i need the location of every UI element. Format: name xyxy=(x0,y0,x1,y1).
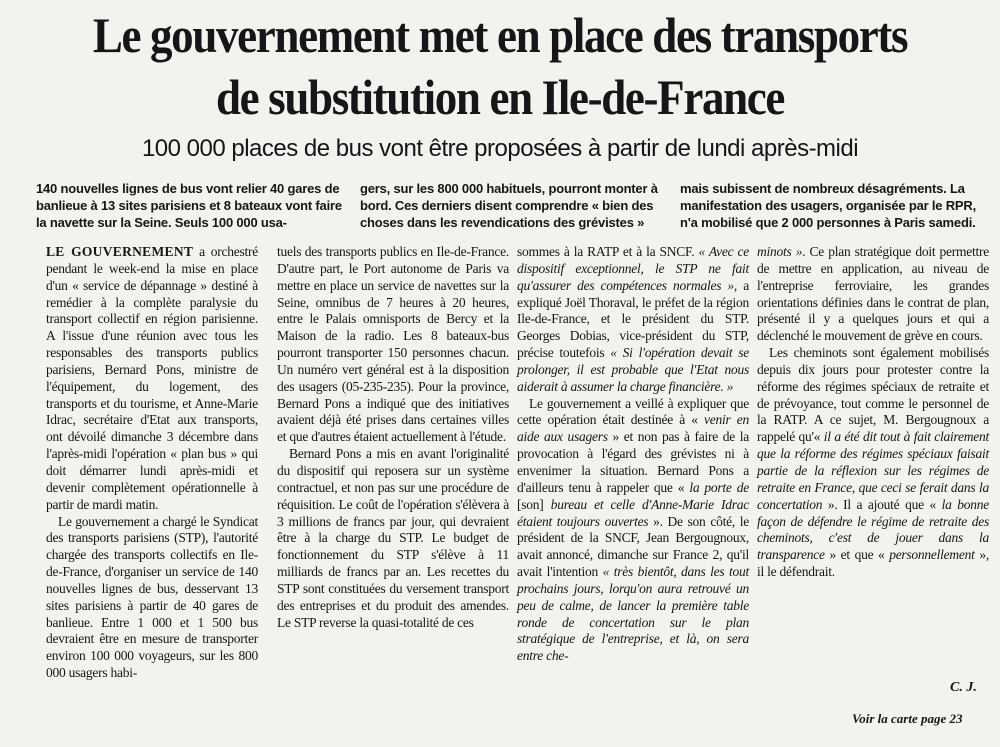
paragraph xyxy=(517,396,749,666)
body-column-2 xyxy=(277,244,509,631)
chapo-col-3: mais subissent de nombreux désagréments. La manifestation des usagers, organisée par le RPR, n'a mobilisé que 2 000 personnes à Paris samedi. xyxy=(680,181,977,230)
text: Le gouvernement a veillé à expliquer que cette opération était destinée à « xyxy=(517,395,749,428)
paragraph xyxy=(517,244,749,396)
quote: venir en aide aux usagers xyxy=(517,412,749,445)
quote: la bonne façon de défendre le régime de retraite des cheminots, c'est de jouer dans la transparence xyxy=(757,496,989,563)
quote: « Si l'opération devait se prolonger, il est probable que l'Etat nous aiderait à assumer la charge financière. » xyxy=(517,345,749,394)
body-column-1 xyxy=(46,244,258,682)
author-signature: C. J. xyxy=(950,680,977,695)
text: » et que « xyxy=(824,547,890,563)
paragraph: tuels des transports publics en Ile-de-France. D'autre part, le Port autonome de Paris va mettre en place un service de navettes sur la Seine, omnibus de 7 heures à 20 heures, entre le Palais omnisports de Bercy et la Maison de la radio. Les 8 bateaux-bus pourront transporter 150 personnes chacun. Un numéro vert général est à la disposition des usagers (05-235-235). Pour la province, Bernard Pons a indiqué que des initiatives avaient déjà été prises dans certaines villes et que d'autres étaient actuellement à l'étude. xyxy=(277,244,509,445)
text: Les cheminots sont également mobilisés depuis dix jours pour protester contre la réforme des régimes spéciaux de retraite et de prévoyance, tout comme le personnel de la RATP. A ce sujet, M. Bergougnoux a rappelé qu'« xyxy=(757,345,989,445)
paragraph xyxy=(757,244,989,345)
paragraph xyxy=(757,345,989,581)
deck-subtitle: 100 000 places de bus vont être proposées à partir de lundi après-midi xyxy=(141,135,859,162)
chapo-col-1: 140 nouvelles lignes de bus vont relier 40 gares de banlieue à 13 sites parisiens et 8 bateaux vont faire la navette sur la Seine. Seuls 100 000 usa- xyxy=(36,181,342,230)
quote: bureau et celle d'Anne-Marie Idrac étaient toujours ouvertes xyxy=(517,496,749,529)
quote: personnellement xyxy=(889,547,975,563)
headline: Le gouvernement met en place des transports de substitution en Ile-de-France xyxy=(92,7,908,125)
text: , a expliqué Joël Thoraval, le préfet de la région Ile-de-France, et le président du STP. Georges Dobias, vice-président du STP, précise toutefois xyxy=(517,277,749,361)
paragraph-text: a orchestré pendant le week-end la mise en place d'un « service de dépannage » destiné à remédier à la complète paralysie du transport collectif en région parisienne. A l'issue d'une réunion avec tous les responsables des transports publics parisiens, Bernard Pons, ministre de l'équipement, du logement, des transports et du tourisme, et Anne-Marie Idrac, secrétaire d'Etat aux transports, ont dévoilé dimanche 3 décembre dans l'après-midi l'opération « plan bus » qui doit démarrer lundi après-midi et devenir complètement opérationnelle à partir de mardi matin. xyxy=(46,244,258,512)
body-column-3 xyxy=(517,244,749,665)
text: [son] xyxy=(517,496,551,512)
text: ». Il a ajouté que « xyxy=(822,496,942,512)
paragraph xyxy=(46,244,258,514)
text: ». De son côté, le président de la SNCF, Jean Bergougnoux, avait annoncé, dimanche sur France 2, qu'il avait l'intention xyxy=(517,513,749,580)
see-also-reference: Voir la carte page 23 xyxy=(852,711,963,726)
text: sommes à la RATP et à la SNCF. xyxy=(517,244,699,259)
paragraph: Bernard Pons a mis en avant l'originalité du dispositif qui reposera sur un système contractuel, et non pas sur une procédure de réquisition. Le coût de l'opération s'élèvera à 3 millions de francs par jour, qui devraient être à la charge du STP. Le budget de fonctionnement du STP s'élève à 11 milliards de francs par an. Les recettes du STP sont constituées du versement transport des entreprises et du produit des amendes. Le STP reverse la quasi-totalité de ces xyxy=(277,446,509,630)
quote: il a été dit tout à fait clairement que la réforme des régimes spéciaux faisait partie de la réflexion sur les régimes de retraite en France, que ceci se ferait dans la concertation xyxy=(757,429,989,512)
lead-word: LE GOUVERNEMENT xyxy=(46,244,194,259)
text: . Ce plan stratégique doit permettre de mettre en application, au niveau de l'entreprise ferroviaire, les grandes orientations définies dans le contrat de plan, présenté il y a quelques jours et qui a déclenché le mouvement de grève en cours. xyxy=(757,244,989,344)
quote: « Avec ce dispositif exceptionnel, le STP ne fait qu'assurer des compétences normales » xyxy=(517,244,749,293)
text: », il le défendrait. xyxy=(757,547,989,580)
quote: minots » xyxy=(757,244,803,259)
chapo-col-2: gers, sur les 800 000 habituels, pourront monter à bord. Ces derniers disent comprendre « bien des choses dans les revendications des grévistes » xyxy=(360,181,658,230)
quote: « très bientôt, dans les tout prochains jours, lorqu'on aura retrouvé un peu de calme, de lancer la première table ronde de concertation sur le plan stratégique de l'entreprise, et là, on sera entre che- xyxy=(517,564,749,664)
paragraph: Le gouvernement a chargé le Syndicat des transports parisiens (STP), l'autorité chargée des transports collectifs en Ile-de-France, d'organiser un service de 140 nouvelles lignes de bus, desservant 13 sites parisiens à partir de 40 gares de banlieue. Entre 1 000 et 1 500 bus devraient être en mesure de transporter environ 100 000 voyageurs, sur les 800 000 usagers habi- xyxy=(46,513,258,681)
text: » et non pas à faire de la provocation à l'égard des grévistes ni à envenimer la situation. Bernard Pons a d'ailleurs tenu à rappeler que « xyxy=(517,429,749,495)
quote: la porte de xyxy=(689,479,749,495)
body-column-4 xyxy=(757,244,989,581)
